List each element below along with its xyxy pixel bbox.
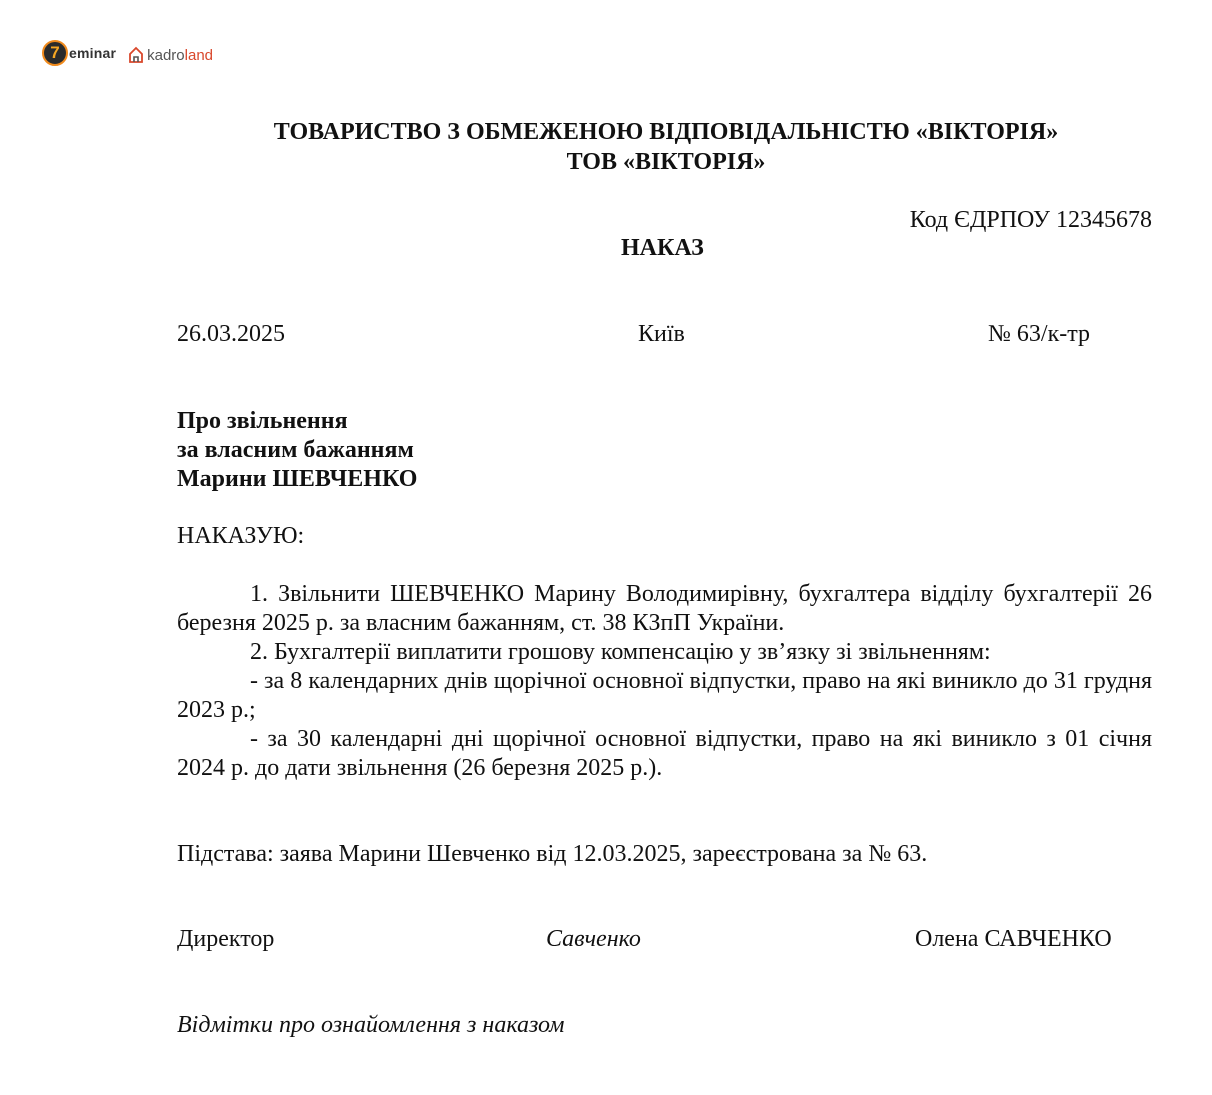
seminar-logo (42, 40, 116, 66)
subject-line-3: Марини ШЕВЧЕНКО (177, 466, 418, 492)
order-number: № 63/к-тр (988, 321, 1090, 347)
order-item-2: 2. Бухгалтерії виплатити грошову компенсацію у зв’язку зі звільненням: (250, 639, 991, 665)
house-icon (128, 46, 144, 64)
seminar-logo-text: eminar (69, 45, 117, 61)
order-city: Київ (638, 321, 685, 347)
doc-type-title: НАКАЗ (621, 235, 704, 261)
kadroland-logo-text: kadroland (147, 46, 214, 64)
subject-line-1: Про звільнення (177, 408, 348, 434)
order-subitem-1: - за 8 календарних днів щорічної основної відпустки, право на які виникло до 31 грудня 2023 р.; (177, 668, 1152, 723)
org-full-name: ТОВАРИСТВО З ОБМЕЖЕНОЮ ВІДПОВІДАЛЬНІСТЮ «ВІКТОРІЯ» (273, 119, 1059, 145)
order-word: НАКАЗУЮ: (177, 523, 305, 549)
org-short-name: ТОВ «ВІКТОРІЯ» (566, 149, 766, 175)
signature-position: Директор (177, 926, 275, 952)
subject-line-2: за власним бажанням (177, 437, 414, 463)
signature-name: Олена САВЧЕНКО (915, 926, 1112, 952)
order-basis: Підстава: заява Марини Шевченко від 12.03.2025, зареєстрована за № 63. (177, 841, 928, 867)
signature-sign: Савченко (546, 926, 641, 952)
seven-circle-icon: 7 (42, 40, 68, 66)
order-item-1: 1. Звільнити ШЕВЧЕНКО Марину Володимирівну, бухгалтера відділу бухгалтерії 26 березня 2025 р. за власним бажанням, ст. 38 КЗпП України. (177, 581, 1152, 636)
acknowledgement-note: Відмітки про ознайомлення з наказом (177, 1012, 565, 1038)
logos (42, 38, 213, 68)
order-subitem-2: - за 30 календарні дні щорічної основної відпустки, право на які виникло з 01 січня 2024 р. до дати звільнення (26 березня 2025 р.). (177, 726, 1152, 781)
edrpou-code: Код ЄДРПОУ 12345678 (909, 207, 1152, 233)
kadroland-logo (128, 46, 213, 64)
order-date: 26.03.2025 (177, 321, 285, 347)
